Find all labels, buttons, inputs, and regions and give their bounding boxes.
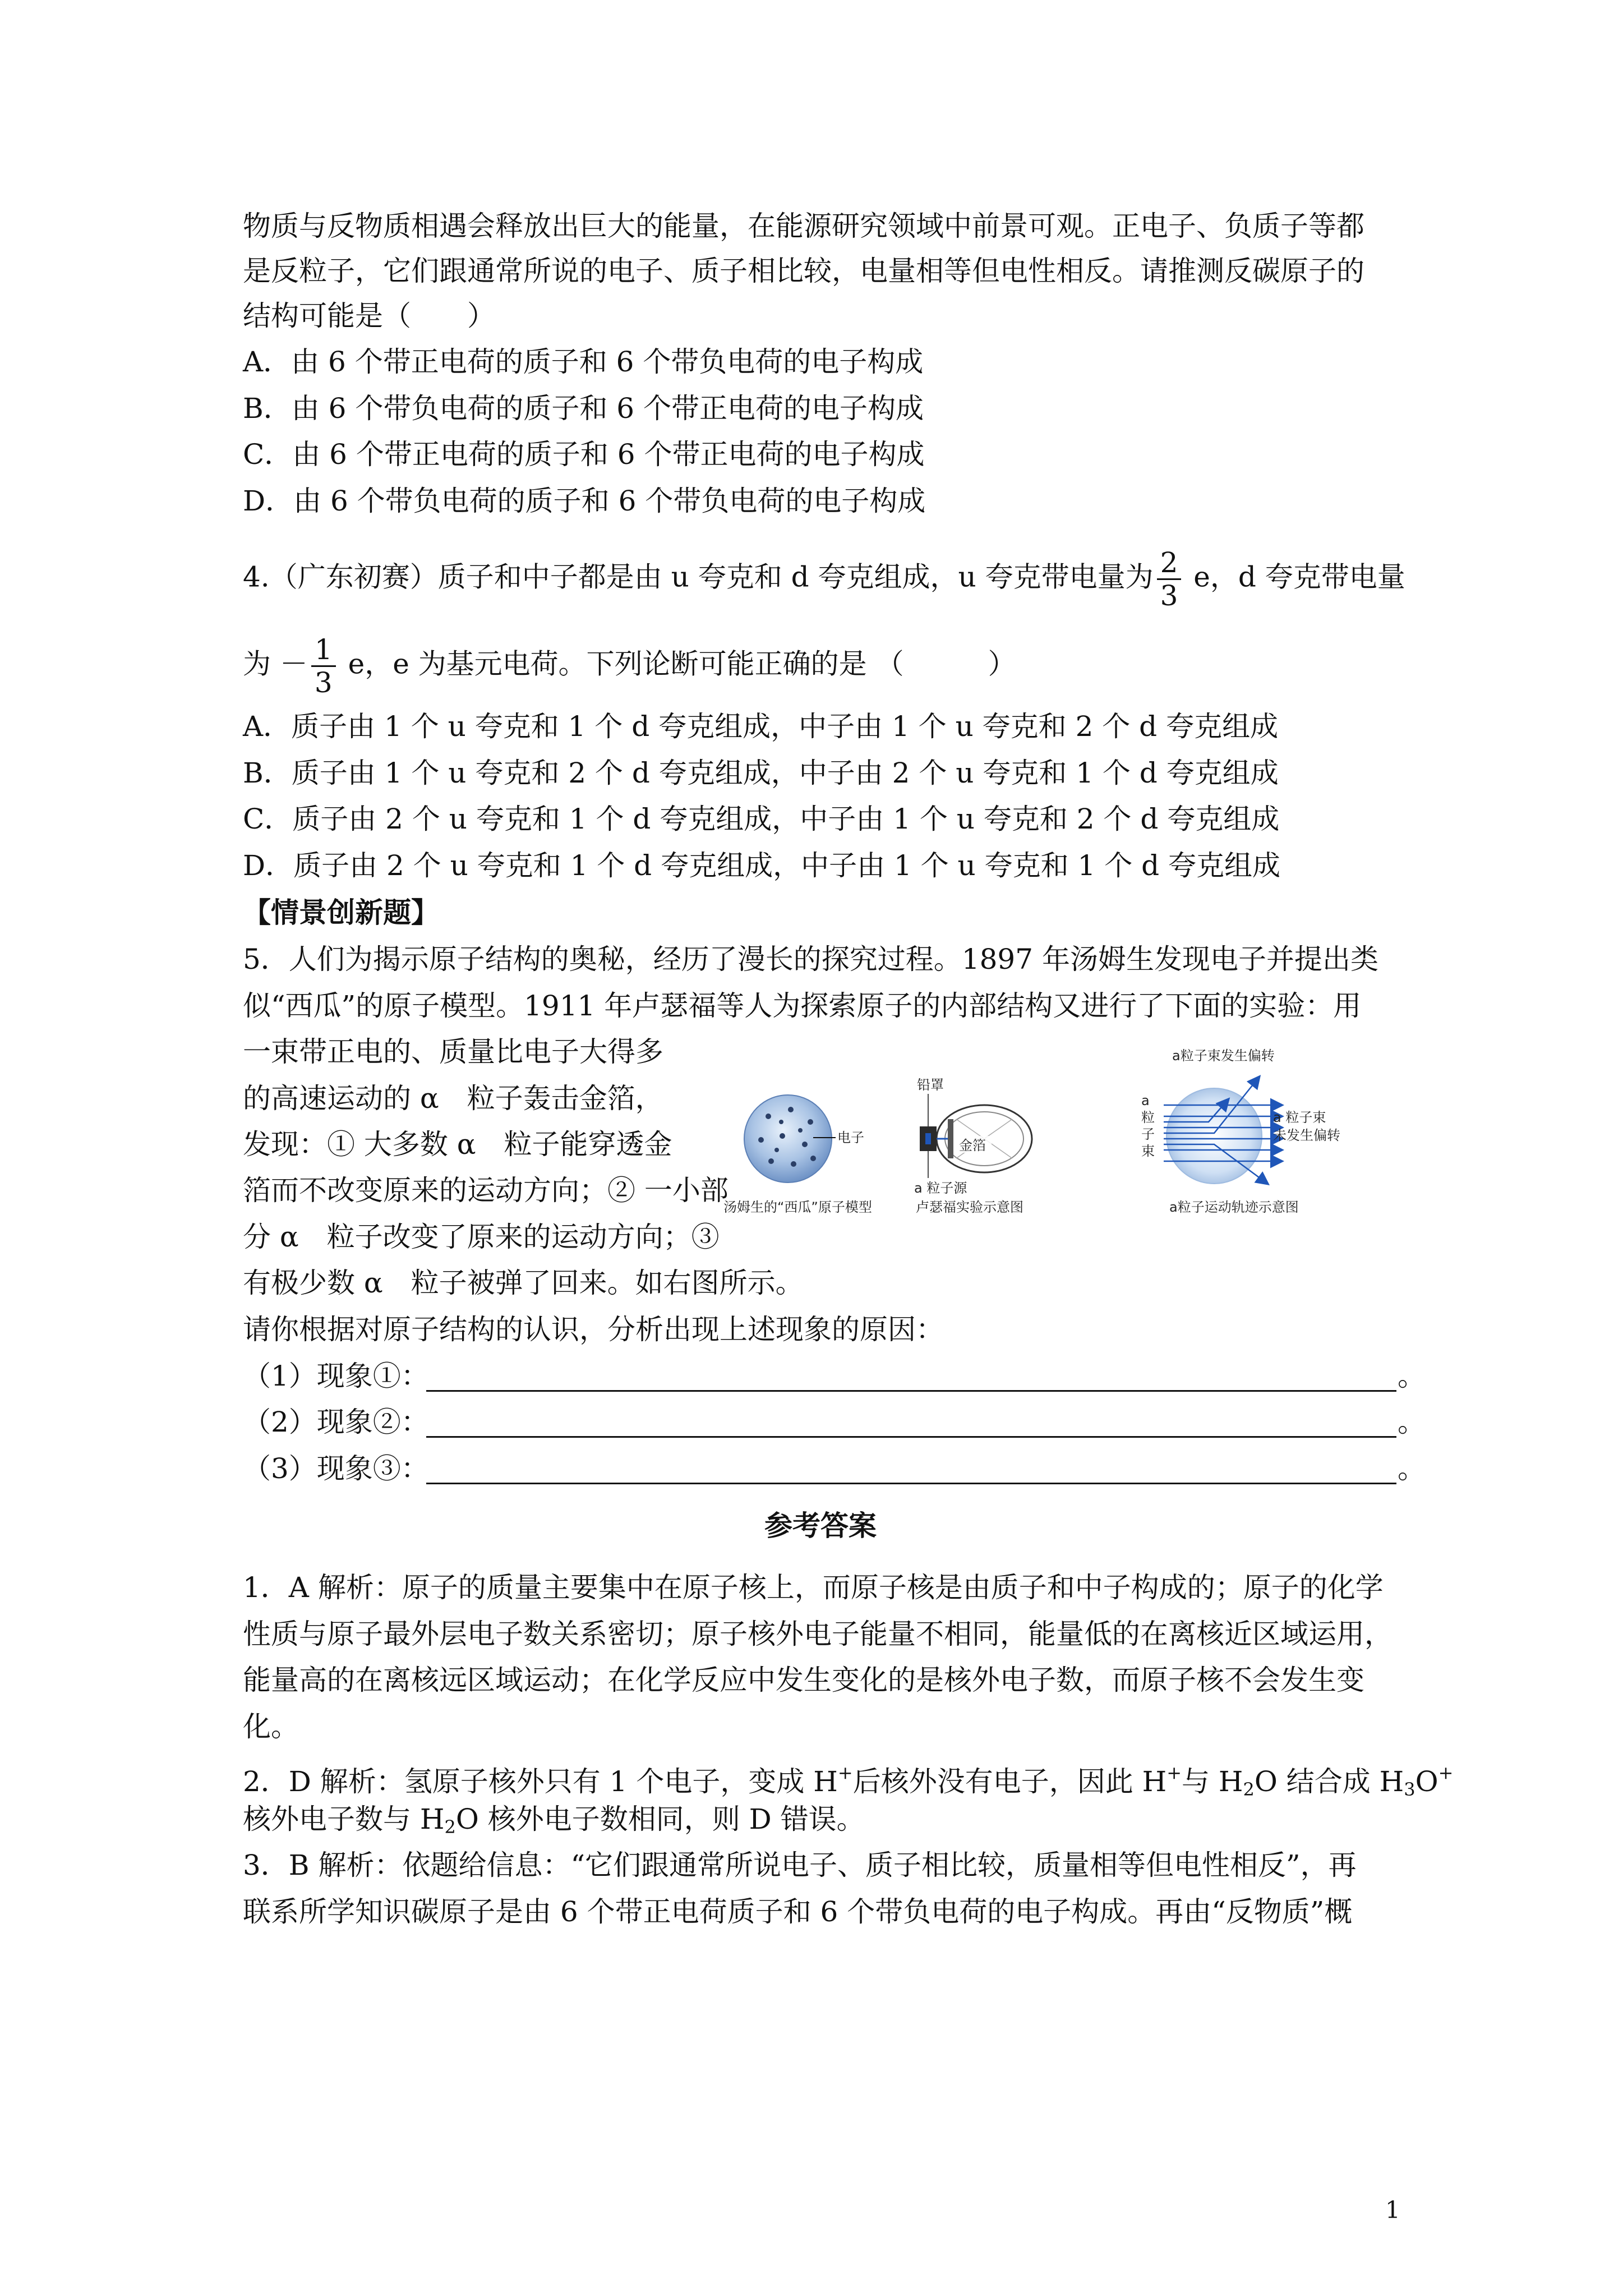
q3-stem-line-2: 是反粒子，它们跟通常所说的电子、质子相比较，电量相等但电性相反。请推测反碳原子的 (243, 255, 1364, 287)
q5-wrapped-line-4: 箔而不改变原来的运动方向；② 一小部 (243, 1174, 728, 1207)
fraction-numerator: 1 (311, 634, 336, 667)
a2-text-e: O (1415, 1765, 1438, 1798)
q4-line2-text-b: e，e 为基元电荷。下列论断可能正确的是 （ ） (339, 647, 1016, 680)
q3-option-b: B．由 6 个带负电荷的质子和 6 个带正电荷的电子构成 (243, 392, 924, 425)
lead-shield-label: 铅罩 (917, 1077, 944, 1093)
fraction-one-third (311, 634, 336, 698)
q3-option-a: A．由 6 个带正电荷的质子和 6 个带负电荷的电子构成 (243, 346, 924, 378)
alpha-source-label: a 粒子源 (914, 1180, 967, 1196)
page-number: 1 (1385, 2196, 1400, 2224)
subscript-two: 2 (1243, 1779, 1255, 1800)
superscript-plus: + (837, 1762, 853, 1783)
q5-line-1: 5．人们为揭示原子结构的奥秘，经历了漫长的探究过程。1897 年汤姆生发现电子并提出类 (243, 943, 1378, 976)
subscript-two: 2 (444, 1816, 456, 1838)
q4-line1-text-a: 4.（广东初赛）质子和中子都是由 u 夸克和 d 夸克组成，u 夸克带电量为 (243, 560, 1154, 593)
fig3-caption: a粒子运动轨迹示意图 (1169, 1199, 1299, 1215)
blank-end-3: 。 (1398, 1452, 1426, 1485)
superscript-plus: + (1166, 1762, 1182, 1783)
deflected-beam-label: a粒子束发生偏转 (1172, 1048, 1275, 1064)
rutherford-apparatus (914, 1077, 1032, 1215)
beam-label-char-2: 粒 (1141, 1110, 1155, 1125)
a2-text-b: 后核外没有电子，因此 H (852, 1765, 1167, 1798)
beam-label-char-3: 子 (1141, 1126, 1155, 1142)
q4-line1-text-b: e，d 夸克带电量 (1184, 560, 1405, 593)
answer-3-line-2: 联系所学知识碳原子是由 6 个带正电荷质子和 6 个带负电荷的电子构成。再由“反物质”概 (243, 1895, 1353, 1928)
blank-label-3: （3）现象③： (243, 1452, 429, 1485)
q4-stem-line-1 (243, 546, 1405, 612)
q5-wrapped-line-3: 发现：① 大多数 α 粒子能穿透金 (243, 1128, 672, 1161)
beam-label-char-1: a (1141, 1093, 1150, 1108)
q4-option-b: B．质子由 1 个 u 夸克和 2 个 d 夸克组成，中子由 2 个 u 夸克和 1 个 d 夸克组成 (243, 757, 1279, 789)
q4-option-a: A．质子由 1 个 u 夸克和 1 个 d 夸克组成，中子由 1 个 u 夸克和 2 个 d 夸克组成 (243, 710, 1279, 743)
answer-1-line-2: 性质与原子最外层电子数关系密切；原子核外电子能量不相同，能量低的在离核近区域运用， (243, 1618, 1393, 1650)
atom-experiment-figure (721, 1043, 1340, 1234)
q5-line-after: 有极少数 α 粒子被弹了回来。如右图所示。 (243, 1267, 804, 1299)
answer-blank-1[interactable] (426, 1390, 1396, 1392)
blank-label-1: （1）现象①： (243, 1360, 429, 1392)
fraction-numerator: 2 (1157, 547, 1182, 580)
q4-option-c: C．质子由 2 个 u 夸克和 1 个 d 夸克组成，中子由 1 个 u 夸克和 2 个 d 夸克组成 (243, 803, 1280, 835)
answer-1-line-4: 化。 (243, 1710, 299, 1743)
answers-title: 参考答案 (764, 1509, 877, 1542)
answer-3-line-1: 3．B 解析：依题给信息：“它们跟通常所说电子、质子相比较，质量相等但电性相反”，再 (243, 1849, 1357, 1881)
gold-foil-label: 金箔 (959, 1138, 986, 1153)
q3-stem-line-3: 结构可能是（ ） (243, 300, 495, 332)
fig2-caption: 卢瑟福实验示意图 (916, 1199, 1023, 1215)
alpha-source (925, 1133, 931, 1144)
undeflected-label-1: a 粒子束 (1273, 1110, 1326, 1125)
q5-line-2: 似“西瓜”的原子模型。1911 年卢瑟福等人为探索原子的内部结构又进行了下面的实验：用 (243, 990, 1362, 1022)
a2-text-d: O 结合成 H (1254, 1765, 1404, 1798)
answer-1-line-1: 1．A 解析：原子的质量主要集中在原子核上，而原子核是由质子和中子构成的；原子的化学 (243, 1571, 1384, 1604)
a2-text-a: 2．D 解析：氢原子核外只有 1 个电子，变成 H (243, 1765, 838, 1798)
fraction-two-thirds (1157, 547, 1182, 611)
q5-prompt: 请你根据对原子结构的认识，分析出现上述现象的原因： (243, 1313, 944, 1346)
q4-option-d: D．质子由 2 个 u 夸克和 1 个 d 夸克组成，中子由 1 个 u 夸克和 1 个 d 夸克组成 (243, 849, 1281, 882)
blank-end-1: 。 (1398, 1360, 1426, 1392)
blank-end-2: 。 (1398, 1406, 1426, 1438)
atom-sphere (744, 1095, 832, 1182)
plum-pudding-model (723, 1095, 872, 1215)
answer-1-line-3: 能量高的在离核远区域运动；在化学反应中发生变化的是核外电子数，而原子核不会发生变 (243, 1664, 1364, 1696)
electron-label: 电子 (837, 1130, 864, 1145)
q3-option-c: C．由 6 个带正电荷的质子和 6 个带正电荷的电子构成 (243, 438, 925, 471)
q4-line2-text-a: 为 － (243, 647, 308, 680)
answer-blank-3[interactable] (426, 1483, 1396, 1484)
q3-option-d: D．由 6 个带负电荷的质子和 6 个带负电荷的电子构成 (243, 485, 926, 517)
answer-2-line-1 (243, 1756, 1454, 1806)
q3-stem-line-1: 物质与反物质相遇会释放出巨大的能量，在能源研究领域中前景可观。正电子、负质子等都 (243, 210, 1364, 242)
subscript-three: 3 (1404, 1779, 1415, 1800)
q5-wrapped-line-5: 分 α 粒子改变了原来的运动方向；③ (243, 1221, 720, 1253)
superscript-plus: + (1438, 1762, 1454, 1783)
q5-wrapped-line-1: 一束带正电的、质量比电子大得多 (243, 1036, 663, 1068)
alpha-trajectory-diagram (1141, 1048, 1340, 1215)
section-title: 【情景创新题】 (243, 896, 439, 929)
a2-text-c: 与 H (1182, 1765, 1243, 1798)
answer-2-line-2 (243, 1802, 1398, 1844)
fraction-denominator: 3 (314, 666, 333, 699)
blank-label-2: （2）现象②： (243, 1406, 429, 1438)
answer-blank-2[interactable] (426, 1436, 1396, 1438)
fraction-denominator: 3 (1160, 579, 1178, 612)
q4-stem-line-2 (243, 634, 1398, 698)
a2-text-g: O 核外电子数相同，则 D 错误。 (455, 1803, 865, 1835)
q5-wrapped-line-2: 的高速运动的 α 粒子轰击金箔， (243, 1082, 663, 1115)
gold-foil (948, 1119, 953, 1158)
undeflected-label-2: 未发生偏转 (1273, 1128, 1340, 1143)
fig1-caption: 汤姆生的“西瓜”原子模型 (723, 1199, 872, 1215)
beam-label-char-4: 束 (1141, 1143, 1155, 1159)
a2-text-f: 核外电子数与 H (243, 1803, 445, 1835)
